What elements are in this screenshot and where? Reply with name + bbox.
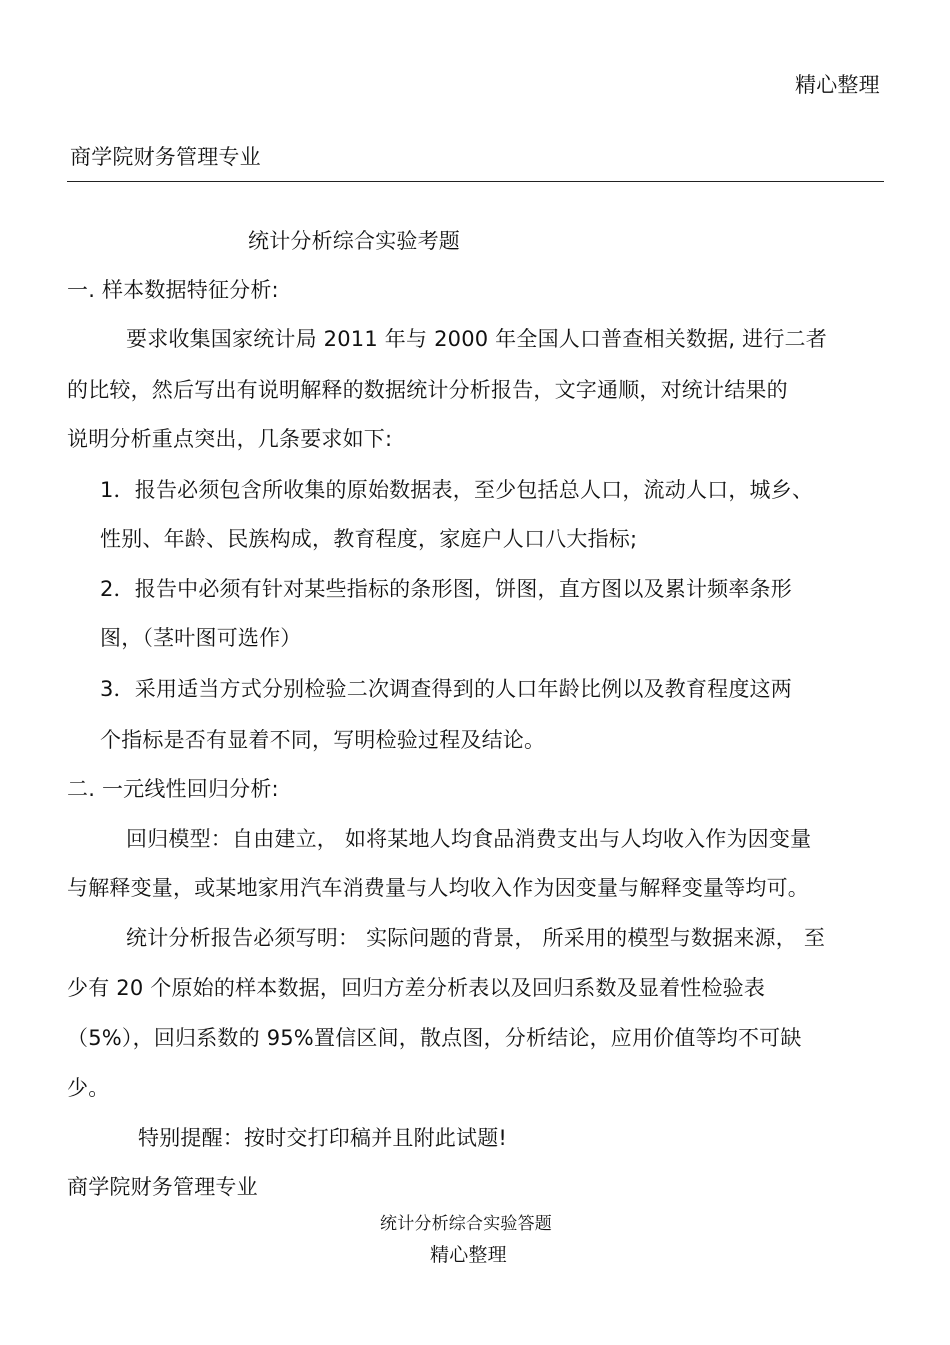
header-divider [67,181,884,182]
requirement-1-line-2: 性别、年龄、民族构成，教育程度，家庭户人口八大指标; [100,527,638,551]
section2-para1-line-1: 回归模型：自由建立， 如将某地人均食品消费支出与人均收入作为因变量 [126,827,812,851]
footer-department-label: 商学院财务管理专业 [67,1175,258,1199]
section2-heading: 二. 一元线性回归分析: [67,777,279,801]
page-header-right: 精心整理 [795,73,880,97]
requirement-3-line-2: 个指标是否有显着不同，写明检验过程及结论。 [100,728,546,752]
requirement-2-line-2: 图，（茎叶图可选作） [100,626,302,650]
department-label: 商学院财务管理专业 [70,145,261,169]
section2-para2-line-1: 统计分析报告必须写明： 实际问题的背景， 所采用的模型与数据来源， 至 [126,926,826,950]
requirement-2-line-1: 2．报告中必须有针对某些指标的条形图，饼图，直方图以及累计频率条形 [100,577,792,601]
answer-title: 统计分析综合实验答题 [380,1214,552,1234]
special-reminder: 特别提醒：按时交打印稿并且附此试题! [138,1126,508,1150]
section2-para2-line-4: 少。 [67,1076,110,1100]
exam-title: 统计分析综合实验考题 [248,229,460,253]
requirement-1-line-1: 1．报告必须包含所收集的原始数据表，至少包括总人口，流动人口，城乡、 [100,478,814,502]
section1-intro-line-3: 说明分析重点突出，几条要求如下: [67,427,393,451]
requirement-3-line-1: 3．采用适当方式分别检验二次调查得到的人口年龄比例以及教育程度这两 [100,677,792,701]
page-footer-center: 精心整理 [430,1244,507,1266]
section2-para2-line-3: （5%），回归系数的 95%置信区间，散点图，分析结论，应用价值等均不可缺 [67,1026,802,1050]
section1-intro-line-1: 要求收集国家统计局 2011 年与 2000 年全国人口普查相关数据, 进行二者 [126,327,827,351]
section1-intro-line-2: 的比较，然后写出有说明解释的数据统计分析报告，文字通顺，对统计结果的 [67,378,788,402]
section2-para2-line-2: 少有 20 个原始的样本数据，回归方差分析表以及回归系数及显着性检验表 [67,976,766,1000]
section2-para1-line-2: 与解释变量，或某地家用汽车消费量与人均收入作为因变量与解释变量等均可。 [67,876,809,900]
section1-heading: 一. 样本数据特征分析: [67,278,279,302]
